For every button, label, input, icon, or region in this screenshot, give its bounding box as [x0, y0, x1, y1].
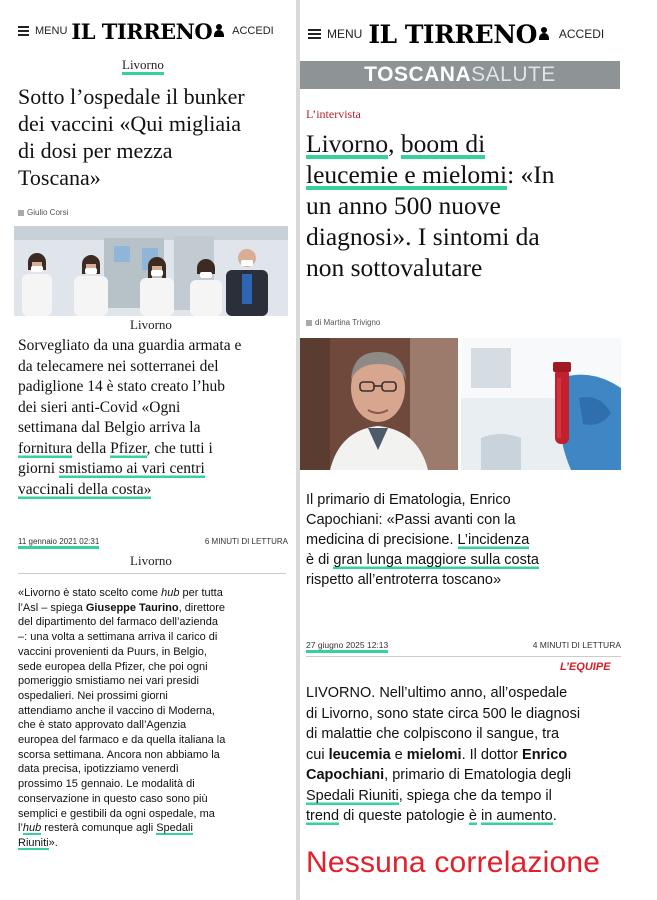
author-name: Giulio Corsi [27, 208, 69, 217]
text: della [72, 439, 111, 457]
text: : «In [507, 160, 555, 189]
right-headline[interactable] [306, 128, 651, 283]
publish-date: 11 gennaio 2021 02:31 [18, 537, 99, 549]
lead-line: Sorvegliato da una guardia armata e [18, 337, 242, 354]
highlight-gran-lunga: gran lunga maggiore sulla costa [333, 552, 539, 568]
body-line: scorsa settimana. Ancora non abbiamo la [18, 748, 220, 761]
body-line [306, 765, 656, 786]
highlight-leucemie: leucemie e mielomi [306, 160, 508, 189]
lead-line: padiglione 14 è stato creato l’hub [18, 378, 226, 395]
bold-capochiani: Capochiani [306, 767, 385, 783]
lab-photo-illustration [14, 226, 288, 316]
highlight-in-aumento: in aumento [480, 808, 553, 824]
left-photo-lab-staff [14, 226, 288, 316]
body-line [306, 745, 656, 766]
read-time: 6 MINUTI DI LETTURA [204, 537, 288, 546]
body-line: semplici e gestibili da ogni ospedale, ma [18, 807, 215, 820]
body-line: del dipartimento del farmaco dell’azienda [18, 616, 218, 629]
left-dateline: Livorno [130, 553, 172, 568]
body-line: sede europea della Pfizer, che poi ogni [18, 660, 208, 673]
left-menu-button[interactable] [18, 24, 67, 38]
overlay-caption: Nessuna correlazione [306, 846, 601, 879]
author-avatar [18, 210, 24, 216]
text: ». [48, 836, 58, 849]
lead-line: Il primario di Ematologia, Enrico [306, 492, 511, 508]
text: giorni [18, 460, 59, 477]
body-line [18, 836, 298, 851]
banner-text-a: TOSCANA [364, 63, 472, 86]
italic-hub: hub [161, 587, 180, 599]
body-line: –: una volta a settimana arriva il carico di [18, 631, 218, 644]
logo-text: IL TIRRENO [71, 18, 213, 44]
logo-text: IL TIRRENO [368, 19, 537, 49]
user-silhouette-icon [214, 24, 224, 38]
body-line [18, 601, 298, 616]
body-line [306, 806, 656, 827]
highlight-fornitura: fornitura [18, 439, 73, 457]
body-line: vaccini provenienti da Puurs, in Belgio, [18, 645, 207, 658]
headline-line: Toscana» [18, 165, 101, 190]
headline-line: di dosi per mezza [18, 138, 173, 163]
highlight-livorno: Livorno [306, 129, 389, 158]
bold-leucemia: leucemia [328, 746, 391, 763]
bold-mielomi: mielomi [406, 746, 462, 763]
highlight-incidenza: L’incidenza [457, 532, 530, 548]
headline-line: diagnosi». I sintomi da [306, 222, 540, 251]
right-body [306, 683, 656, 827]
body-line: LIVORNO. Nell’ultimo anno, all’ospedale [306, 685, 568, 701]
body-line: ospedalieri. Nei prossimi giorni [18, 689, 168, 702]
section-label: Livorno [122, 57, 164, 75]
body-line [18, 586, 298, 601]
body-line: conservazione in questo caso sono più [18, 792, 208, 805]
right-article [298, 0, 657, 900]
lead-line-highlighted [18, 439, 298, 460]
left-masthead [18, 10, 288, 52]
body-line [18, 821, 298, 836]
right-menu-button[interactable] [308, 27, 362, 41]
highlight-smistiamo: smistiamo ai vari centri [58, 460, 205, 477]
banner-text-b: SALUTE [471, 63, 556, 86]
left-body [18, 586, 298, 851]
left-logo[interactable] [71, 19, 224, 44]
author-avatar [306, 320, 312, 326]
lead-line-highlighted [18, 459, 298, 480]
body-line: prossimo 15 gennaio. Le modalità di [18, 778, 195, 791]
highlight-costa: vaccinali della costa» [18, 480, 152, 498]
body-line: di malattie che colpiscono il sangue, tra [306, 726, 560, 742]
right-photo-blood-sample [461, 338, 621, 470]
text: medicina di precisione. [306, 532, 458, 548]
text: e [390, 746, 407, 763]
text: , spiega che da tempo il [398, 787, 552, 804]
lead-line: settimana dal Belgio arriva la [18, 419, 201, 436]
highlight-boom: boom di [400, 129, 486, 158]
headline-line: non sottovalutare [306, 253, 483, 282]
headline-line: Sotto l’ospedale il bunker [18, 84, 245, 109]
text: «Livorno è stato scelto come [18, 587, 162, 599]
separator [18, 573, 286, 574]
left-lead [18, 336, 298, 500]
menu-label: MENU [327, 27, 363, 41]
left-photo-caption: Livorno [130, 317, 172, 332]
highlight-e: è [468, 808, 477, 824]
text: , [388, 129, 401, 158]
user-silhouette-icon [539, 27, 549, 41]
lead-line: da telecamere nei sotterranei del [18, 357, 219, 375]
text: l’Asl – spiega [18, 601, 86, 614]
bold-enrico: Enrico [522, 746, 568, 763]
left-article [0, 0, 300, 900]
left-login-link[interactable]: ACCEDI [232, 25, 274, 37]
doctor-portrait-illustration [300, 338, 458, 470]
lead-line: Capochiani: «Passi avanti con la [306, 512, 516, 528]
headline-line [306, 190, 651, 221]
left-meta [18, 537, 288, 549]
body-line: attendiamo anche il vaccino di Moderna, [18, 704, 215, 717]
right-meta [306, 640, 621, 653]
equipe-logo: L’EQUIPE [560, 661, 611, 673]
body-line: europea del farmaco e da quella italiana la [18, 734, 226, 747]
lead-line: rispetto all’entroterra toscano» [306, 572, 502, 588]
text: , direttore [178, 601, 226, 614]
text: cui [306, 746, 329, 763]
right-masthead [308, 13, 648, 55]
text: l’ [18, 822, 23, 835]
text: è di [306, 552, 334, 568]
body-line [306, 786, 656, 807]
text: un anno [306, 191, 394, 220]
highlight-hub: hub [22, 822, 42, 835]
body-line: che è stato approvato dall’Agenzia [18, 719, 187, 732]
lead-line [306, 550, 651, 570]
text: , che tutti i [146, 439, 213, 457]
separator [306, 656, 621, 657]
text: resterà comunque agli [41, 822, 157, 835]
toscana-salute-banner[interactable] [300, 61, 620, 89]
publish-date: 27 giugno 2025 12:13 [306, 640, 388, 653]
text: per tutta [179, 587, 223, 599]
right-login-link[interactable]: ACCEDI [558, 27, 605, 41]
text: . Il dottor [461, 746, 523, 763]
left-byline[interactable] [18, 208, 68, 217]
highlight-spedali-riuniti: Spedali Riuniti [306, 787, 399, 804]
menu-label: MENU [35, 25, 68, 37]
text: di queste patologie [339, 808, 469, 824]
body-line: pomeriggio smistiamo nei vari presidi [18, 675, 199, 688]
right-byline[interactable] [306, 318, 380, 327]
highlight-spedali: Spedali [156, 822, 193, 835]
right-lead [306, 490, 651, 590]
right-photo-doctor [300, 338, 458, 470]
bold-name: Giuseppe Taurino [85, 601, 179, 614]
right-logo[interactable] [368, 20, 549, 49]
lead-line: dei sieri anti-Covid «Ogni [18, 398, 181, 416]
headline-line [306, 159, 651, 190]
highlight-riuniti: Riuniti [18, 836, 49, 849]
text: . [552, 808, 557, 824]
text: , primario di Ematologia degli [384, 767, 572, 783]
lead-line [306, 530, 651, 550]
blood-tube-illustration [461, 338, 621, 470]
text: 500 nuove [393, 191, 501, 220]
headline-line: dei vaccini «Qui migliaia [18, 111, 241, 136]
lead-line-highlighted [18, 480, 298, 501]
headline-line [306, 128, 651, 159]
read-time: 4 MINUTI DI LETTURA [532, 640, 621, 650]
left-headline[interactable] [18, 83, 298, 191]
body-line: data precisa, ipotizziamo venerdì [18, 763, 179, 776]
hamburger-icon [308, 27, 321, 41]
body-line: di Livorno, sono state circa 500 le diagnosi [306, 705, 581, 722]
highlight-pfizer: Pfizer [110, 439, 147, 457]
author-name: di Martina Trivigno [315, 318, 381, 327]
highlight-trend: trend [306, 808, 340, 824]
left-section-tag[interactable] [122, 57, 164, 73]
hamburger-icon [18, 24, 29, 38]
right-kicker[interactable]: L’intervista [306, 107, 361, 121]
